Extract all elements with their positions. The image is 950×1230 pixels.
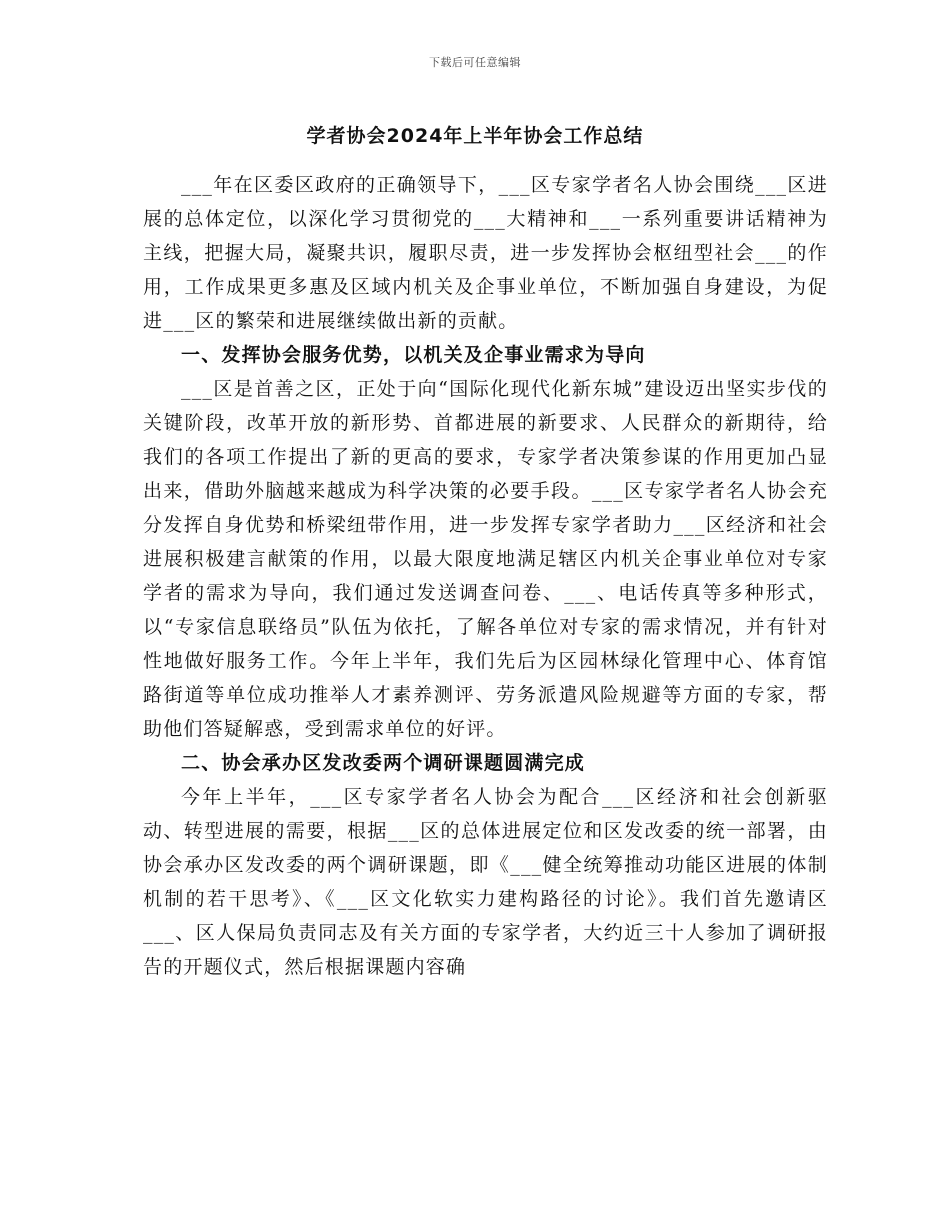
section-heading-2: 二、协会承办区发改委两个调研课题圆满完成 [181, 752, 586, 774]
document-body [143, 168, 828, 984]
page-header-note: 下载后可任意编辑 [429, 56, 521, 69]
paragraph-section-1: ___区是首善之区，正处于向“国际化现代化新东城”建设迈出坚实步伐的关键阶段，改革开放的新形势、首都进展的新要求、人民群众的新期待，给我们的各项工作提出了新的更高的要求，专家学者决策参谋的作用更加凸显出来，借助外脑越来越成为科学决策的必要手段。___区专家学者名人协会充分发挥自身优势和桥梁纽带作用，进一步发挥专家学者助力___区经济和社会进展积极建言献策的作用，以最大限度地满足辖区内机关企事业单位对专家学者的需求为导向，我们通过发送调查问卷、___、电话传真等多种形式，以“专家信息联络员”队伍为依托，了解各单位对专家的需求情况，并有针对性地做好服务工作。今年上半年，我们先后为区园林绿化管理中心、体育馆路街道等单位成功推举人才素养测评、劳务派遣风险规避等方面的专家，帮助他们答疑解惑，受到需求单位的好评。 [143, 378, 828, 740]
paragraph-intro: ___年在区委区政府的正确领导下，___区专家学者名人协会围绕___区进展的总体定位，以深化学习贯彻党的___大精神和___一系列重要讲话精神为主线，把握大局，凝聚共识，履职尽责，进一步发挥协会枢纽型社会___的作用，工作成果更多惠及区域内机关及企事业单位，不断加强自身建设，为促进___区的繁荣和进展继续做出新的贡献。 [143, 174, 828, 332]
paragraph-section-2: 今年上半年，___区专家学者名人协会为配合___区经济和社会创新驱动、转型进展的需要，根据___区的总体进展定位和区发改委的统一部署，由协会承办区发改委的两个调研课题，即《___健全统筹推动功能区进展的体制机制的若干思考》、《___区文化软实力建构路径的讨论》。我们首先邀请区___、区人保局负责同志及有关方面的专家学者，大约近三十人参加了调研报告的开题仪式，然后根据课题内容确 [143, 786, 828, 978]
document-title: 学者协会2024年上半年协会工作总结 [306, 125, 644, 147]
section-heading-1: 一、发挥协会服务优势，以机关及企事业需求为导向 [181, 344, 646, 366]
